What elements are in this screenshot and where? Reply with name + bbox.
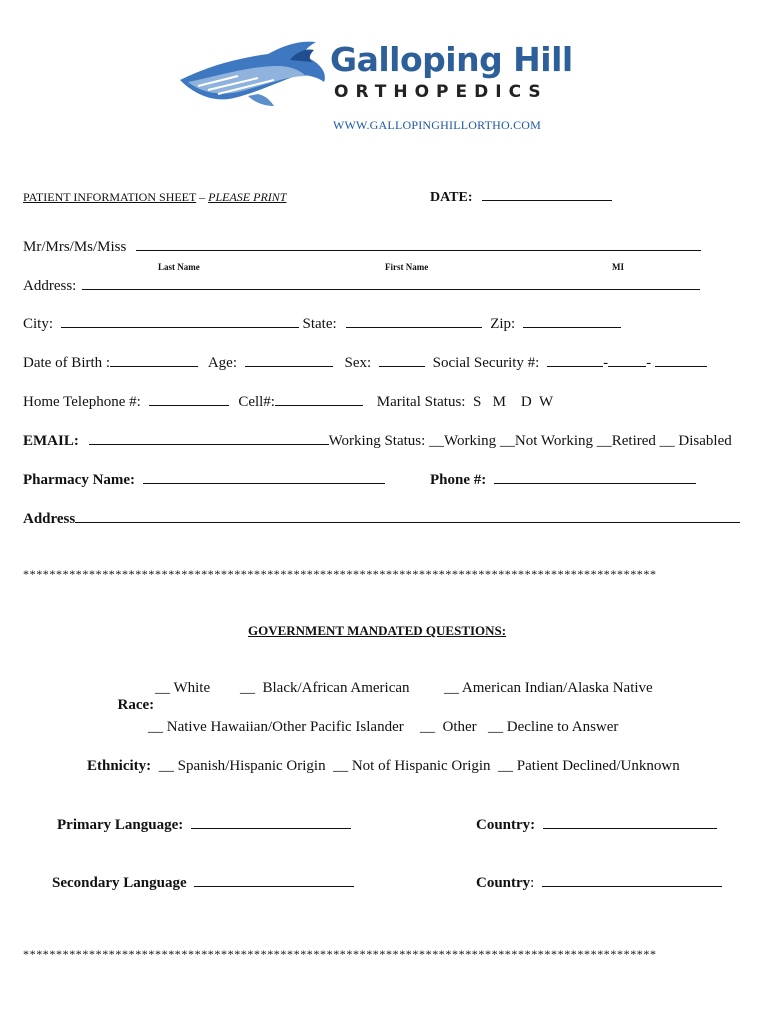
pharmacy-address-line[interactable] [75, 510, 740, 523]
race-white[interactable]: __ White [155, 680, 211, 696]
phone-label: Phone #: [430, 472, 487, 488]
pharmacy-label: Pharmacy Name: [23, 472, 136, 488]
secondary-language-line[interactable] [194, 874, 354, 887]
ethnicity-label: Ethnicity: [87, 758, 152, 774]
primary-country-line[interactable] [543, 816, 717, 829]
race-decline[interactable]: __ Decline to Answer [488, 719, 619, 735]
ssn-label: Social Security #: [432, 355, 540, 371]
address-line[interactable] [82, 277, 700, 290]
secondary-language-row[interactable] [52, 874, 354, 892]
secondary-country-row[interactable] [476, 874, 722, 892]
zip-label: Zip: [490, 316, 516, 332]
primary-country-label: Country: [476, 817, 536, 833]
race-black[interactable]: __ Black/African American [240, 680, 410, 696]
last-name-caption: Last Name [158, 262, 200, 272]
city-line[interactable] [61, 315, 299, 328]
separator-top: ************************************************************************************************ [23, 567, 657, 581]
secondary-country-colon: : [530, 875, 535, 891]
email-line[interactable] [89, 432, 329, 445]
home-tel-line[interactable] [149, 393, 229, 406]
ssn-line-1[interactable] [547, 354, 603, 367]
telephone-row[interactable] [23, 393, 553, 411]
race-other[interactable]: __ Other [420, 719, 477, 735]
logo-name: Galloping Hill [330, 40, 573, 79]
primary-language-label: Primary Language: [57, 817, 184, 833]
sex-line[interactable] [379, 354, 425, 367]
pharmacy-phone[interactable] [430, 471, 696, 489]
name-label: Mr/Mrs/Ms/Miss [23, 239, 127, 255]
primary-language-line[interactable] [191, 816, 351, 829]
city-row[interactable] [23, 315, 621, 333]
sheet-subtitle: PLEASE PRINT [208, 190, 287, 204]
state-label: State: [302, 316, 337, 332]
date-label: DATE: [430, 190, 473, 205]
pharmacy-line[interactable] [143, 471, 385, 484]
zip-line[interactable] [523, 315, 621, 328]
primary-country-row[interactable] [476, 816, 717, 834]
race-label: Race: [117, 697, 155, 713]
sheet-title-row [23, 190, 286, 205]
name-row[interactable] [23, 238, 701, 256]
date-line[interactable] [482, 188, 612, 201]
race-hawaiian[interactable]: __ Native Hawaiian/Other Pacific Islander [148, 719, 404, 735]
pharmacy-address-label: Address [23, 511, 76, 527]
dob-row[interactable]: Date of Birth : Age: Sex: Social Security #: - - [23, 354, 707, 372]
cell-line[interactable] [275, 393, 363, 406]
address-row[interactable] [23, 277, 700, 295]
sheet-title: PATIENT INFORMATION SHEET [23, 190, 197, 204]
horse-logo-icon [178, 36, 330, 112]
date-field[interactable] [430, 188, 612, 206]
secondary-country-line[interactable] [542, 874, 722, 887]
pharmacy-row[interactable] [23, 471, 385, 489]
cell-label: Cell#: [238, 394, 275, 410]
race-row-1[interactable] [110, 680, 154, 714]
ssn-line-2[interactable] [608, 354, 646, 367]
age-line[interactable] [245, 354, 333, 367]
email-label: EMAIL: [23, 433, 79, 449]
title-dash: – [196, 190, 209, 204]
ethnicity-row[interactable] [87, 758, 680, 775]
city-label: City: [23, 316, 54, 332]
working-status: Working Status: __Working __Not Working __Retired __ Disabled [328, 433, 732, 449]
gov-title: GOVERNMENT MANDATED QUESTIONS: [248, 623, 507, 638]
state-line[interactable] [346, 315, 482, 328]
race-american-indian[interactable]: __ American Indian/Alaska Native [444, 680, 653, 696]
website-url[interactable]: WWW.GALLOPINGHILLORTHO.COM [333, 118, 542, 132]
primary-language-row[interactable] [57, 816, 351, 834]
logo-subtitle: ORTHOPEDICS [334, 82, 548, 102]
email-row[interactable] [23, 432, 732, 450]
first-name-caption: First Name [385, 262, 429, 272]
home-tel-label: Home Telephone #: [23, 394, 141, 410]
dob-line[interactable] [110, 354, 198, 367]
mi-caption: MI [612, 262, 624, 272]
age-label: Age: [207, 355, 237, 371]
ssn-line-3[interactable] [655, 354, 707, 367]
secondary-country-label: Country [476, 875, 531, 891]
marital-status: Marital Status: S M D W [376, 394, 554, 410]
dob-label: Date of Birth : [23, 355, 111, 371]
sex-label: Sex: [344, 355, 372, 371]
separator-bottom: ************************************************************************************************ [23, 947, 657, 961]
name-line[interactable] [136, 238, 701, 251]
address-label: Address: [23, 278, 77, 294]
secondary-language-label: Secondary Language [52, 875, 187, 891]
pharmacy-address-row[interactable] [23, 510, 740, 528]
phone-line[interactable] [494, 471, 696, 484]
ethnicity-options[interactable]: __ Spanish/Hispanic Origin __ Not of Hispanic Origin __ Patient Declined/Unknown [158, 758, 680, 774]
